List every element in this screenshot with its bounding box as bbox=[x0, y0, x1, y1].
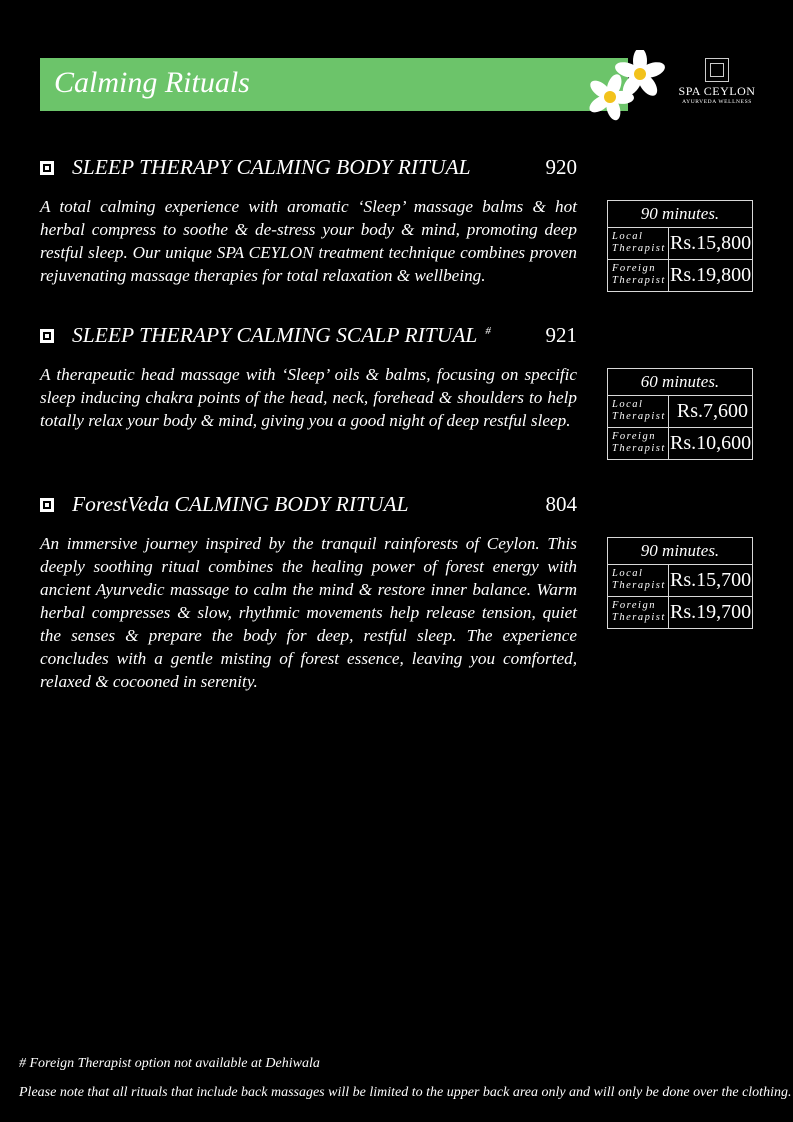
brand-logo bbox=[672, 58, 762, 118]
local-price-row bbox=[608, 565, 752, 596]
ornament-bullet-icon bbox=[40, 329, 54, 343]
foreign-price-row bbox=[608, 259, 752, 291]
local-price: Rs.7,600 bbox=[676, 400, 748, 422]
brand-name: SPA CEYLON bbox=[678, 84, 756, 98]
ornament-bullet-icon bbox=[40, 161, 54, 175]
ornament-bullet-icon bbox=[40, 498, 54, 512]
frangipani-flowers-icon bbox=[585, 50, 675, 125]
ritual-code: 920 bbox=[545, 155, 577, 179]
local-price: Rs.15,700 bbox=[670, 569, 752, 591]
foreign-price: Rs.19,800 bbox=[670, 264, 752, 286]
ritual-title: SLEEP THERAPY CALMING BODY RITUAL bbox=[72, 155, 471, 179]
local-therapist-label: Local Therapist bbox=[608, 396, 669, 427]
local-therapist-label: Local Therapist bbox=[608, 565, 669, 596]
footnote: # Foreign Therapist option not available at Dehiwala bbox=[19, 1056, 320, 1071]
ritual-title: SLEEP THERAPY CALMING SCALP RITUAL # bbox=[72, 323, 491, 347]
footnote-mark: # bbox=[485, 324, 491, 337]
ritual-description: A therapeutic head massage with ‘Sleep’ oils & balms, focusing on specific sleep inducing chakra points of the head, neck, forehead & shoulders to help totally relax your body & mind, giving you a good night of deep restful sleep. bbox=[40, 365, 577, 430]
duration: 90 minutes. bbox=[608, 201, 752, 228]
header-banner bbox=[40, 58, 628, 111]
disclaimer: Please note that all rituals that include back massages will be limited to the upper back area only and will only be done over the clothing. bbox=[19, 1085, 792, 1100]
local-price-row bbox=[608, 228, 752, 259]
duration: 60 minutes. bbox=[608, 369, 752, 396]
page-title: Calming Rituals bbox=[54, 66, 250, 99]
foreign-therapist-label: Foreign Therapist bbox=[608, 597, 669, 628]
foreign-therapist-label: Foreign Therapist bbox=[608, 260, 669, 291]
price-table bbox=[607, 537, 753, 629]
local-price-row bbox=[608, 396, 752, 427]
brand-subtitle: AYURVEDA WELLNESS bbox=[682, 99, 752, 105]
local-price: Rs.15,800 bbox=[670, 232, 752, 254]
ritual-code: 921 bbox=[545, 323, 577, 347]
ritual-title: ForestVeda CALMING BODY RITUAL bbox=[72, 492, 409, 516]
duration: 90 minutes. bbox=[608, 538, 752, 565]
ritual-description: A total calming experience with aromatic ‘Sleep’ massage balms & hot herbal compress to soothe & de-stress your body & mind, promoting deep restful sleep. Our unique SPA CEYLON treatment technique combines proven rejuvenating massage therapies for total relaxation & wellbeing. bbox=[40, 197, 577, 285]
foreign-price-row bbox=[608, 427, 752, 459]
ritual-description: An immersive journey inspired by the tranquil rainforests of Ceylon. This deeply soothing ritual combines the healing power of forest energy with ancient Ayurvedic massage to calm the mind & restore inner balance. Warm herbal compresses & slow, rhythmic movements help release tension, quiet the senses & prepare the body for deep, restful sleep. The experience concludes with a gentle misting of forest essence, leaving you comforted, relaxed & cocooned in serenity. bbox=[40, 534, 577, 691]
foreign-price: Rs.19,700 bbox=[670, 601, 752, 623]
price-table bbox=[607, 368, 753, 460]
ritual-header bbox=[40, 492, 577, 520]
spa-ceylon-logo-icon bbox=[705, 58, 729, 82]
ritual-header bbox=[40, 155, 577, 183]
ritual-code: 804 bbox=[545, 492, 577, 516]
foreign-therapist-label: Foreign Therapist bbox=[608, 428, 669, 459]
ritual-header bbox=[40, 323, 577, 351]
foreign-price-row bbox=[608, 596, 752, 628]
price-table bbox=[607, 200, 753, 292]
local-therapist-label: Local Therapist bbox=[608, 228, 669, 259]
foreign-price: Rs.10,600 bbox=[670, 432, 752, 454]
